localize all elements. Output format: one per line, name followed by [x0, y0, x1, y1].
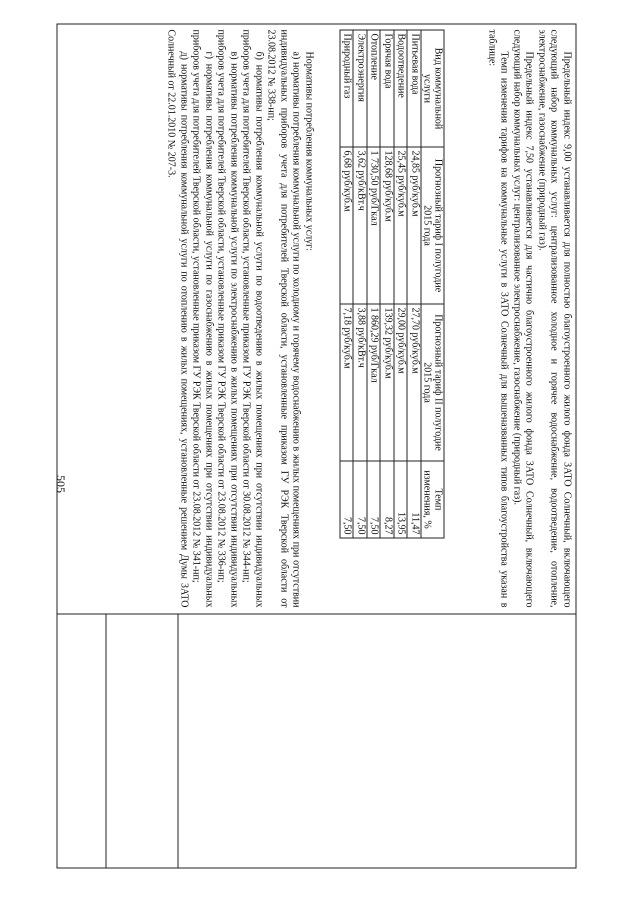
col-header: Прогнозный тариф II полугодие 2015 года: [421, 304, 444, 461]
table-row: [354, 30, 368, 538]
cell: 25,45 руб/куб.м: [394, 147, 408, 304]
right-column-rule: [178, 614, 179, 869]
cell: 7,50: [367, 461, 381, 538]
cell: 27,70 руб/куб.м: [408, 304, 422, 461]
paragraph: Предельный индекс 9,00 устанавливается для полностью благоустроенного жилого фонда ЗАТО Солнечный, включающего следующий набор коммунальных услуг: централизованное холодное и горячее водоснабжение, водоотведение, отопление, электроснабжение, газоснабжение (природный газ).: [536, 29, 573, 608]
cell: Водоотведение: [394, 30, 408, 147]
page-number: 505: [54, 475, 68, 493]
paragraph: д) нормативы потребления коммунальной услуги по отоплению в жилых помещениях, установленные решением Думы ЗАТО Солнечный от 22.01.2010 № 207-3.: [166, 29, 190, 608]
paragraph: а) нормативы потребления коммунальной услуги по холодному и горячему водоснабжению в жилых помещениях при отсутствии индивидуальных приборов учета для потребителей Тверской области, установленные приказом ГУ РЭК Тверской области от 23.08.2012 № 338-нп;: [266, 29, 302, 608]
main-column: [57, 24, 577, 614]
table-row: [367, 30, 381, 538]
cell: 7,18 руб/куб.м: [340, 304, 354, 461]
cell: Горячая вода: [381, 30, 395, 147]
cell: 1 730,50 руб/Гкал: [367, 147, 381, 304]
table-row: [381, 30, 395, 538]
paragraph: Нормативы потребления коммунальных услуг:: [303, 51, 315, 252]
cell: 7,50: [354, 461, 368, 538]
paragraph: в) нормативы потребления коммунальной услуги по электроснабжению в жилых помещениях при отсутствии индивидуальных приборов учета для потребителей Тверской области, установленные приказом ГУ РЭК Тверской области от 23.08.2012 № 336-нп;: [216, 29, 240, 608]
cell: 3,62 руб/кВт.ч: [354, 147, 368, 304]
col-header: Темп изменения, %: [421, 461, 444, 538]
cell: 6,68 руб/куб.м: [340, 147, 354, 304]
cell: 3,88 руб/кВт.ч: [354, 304, 368, 461]
table-row: [408, 30, 422, 538]
cell: 8,27: [381, 461, 395, 538]
table-row: [340, 30, 354, 538]
cell: 139,32 руб/куб.м: [381, 304, 395, 461]
cell: 29,00 руб/куб.м: [394, 304, 408, 461]
table-row: [394, 30, 408, 538]
cell: 11,47: [408, 461, 422, 538]
cell: 7,50: [340, 461, 354, 538]
tariff-table: [340, 30, 445, 539]
cell: Электроэнергия: [354, 30, 368, 147]
tariff-table-wrap: [340, 30, 445, 608]
cell: 1 860,29 руб/Гкал: [367, 304, 381, 461]
norms-text: [165, 30, 315, 608]
cell: 128,68 руб/куб.м: [381, 147, 395, 304]
cell: 13,95: [394, 461, 408, 538]
col-header: Прогнозный тариф I полугодие 2015 года: [421, 147, 444, 304]
cell: Питьевая вода: [408, 30, 422, 147]
cell: 24,85 руб/куб.м: [408, 147, 422, 304]
paragraph: Предельный индекс 7,50 устанавливается для частично благоустроенного жилого фонда ЗАТО Солнечный, включающего следующий набор коммунальных услуг: централизованное электроснабжение, газоснабжение (природный газ).: [511, 29, 535, 608]
document-sheet: [57, 24, 577, 869]
cell: Природный газ: [340, 30, 354, 147]
paragraph: Темп изменения тарифов на коммунальные услуги в ЗАТО Солнечный для вышеназванных типов благоустройства указан в таблице:: [486, 29, 510, 608]
paragraph: б) нормативы потребления коммунальной услуги по водоотведению в жилых помещениях при отсутствии индивидуальных приборов учета для потребителей Тверской области, установленные приказом ГУ РЭК Тверской области от 30.08.2012 № 344-нп;: [241, 29, 265, 608]
column-divider: [57, 614, 577, 615]
paragraph: г) нормативы потребления коммунальной услуги по газоснабжению в жилых помещениях при отсутствии индивидуальных приборов учета для потребителей Тверской области, установленные приказом ГУ РЭК Тверской области от 23.08.2012 № 341-нп;: [191, 29, 215, 608]
right-column-rule: [106, 614, 107, 869]
intro-text: [485, 30, 573, 608]
cell: Отопление: [367, 30, 381, 147]
table-header-row: [421, 30, 444, 538]
col-header: Вид коммунальной услуги: [421, 30, 444, 147]
